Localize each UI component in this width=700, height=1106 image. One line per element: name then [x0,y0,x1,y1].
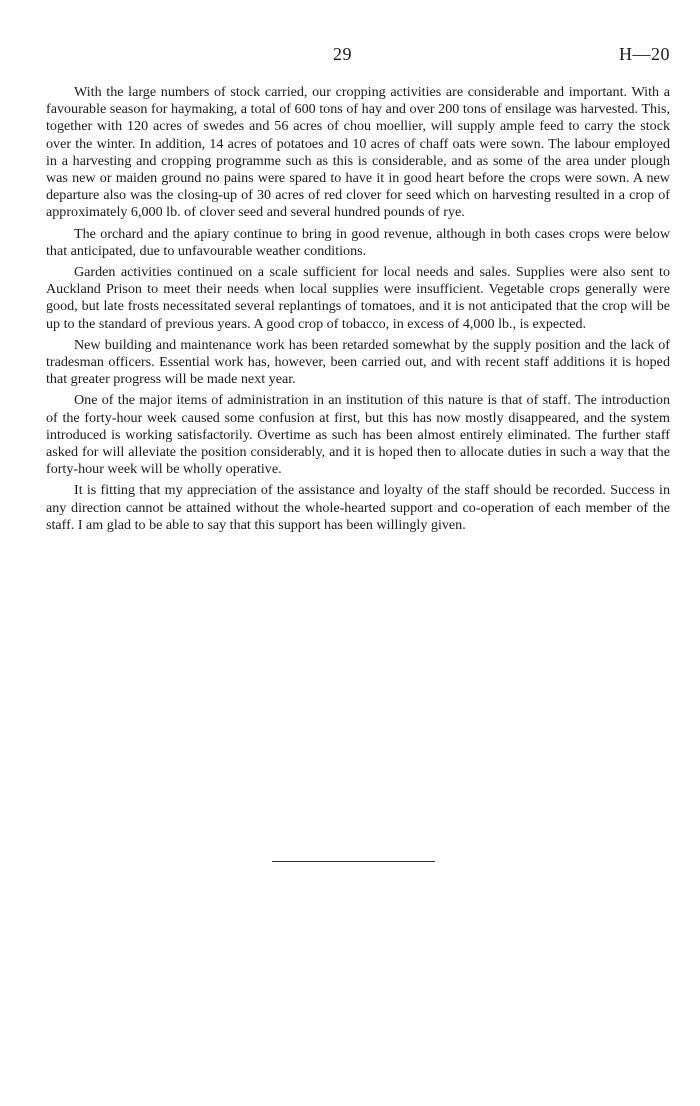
paragraph-garden: Garden activities continued on a scale sufficient for local needs and sales. Supplies were also sent to Auckland Prison to meet their needs when local supplies were insufficient. Vegetable crops generally were good, but late frosts necessitated several replantings of tomatoes, and it is not anticipated that the crop will be up to the standard of previous years. A good crop of tobacco, in excess of 4,000 lb., is expected. [46,264,670,332]
paragraph-building: New building and maintenance work has been retarded somewhat by the supply position and the lack of tradesman officers. Essential work has, however, been carried out, and with recent staff additions it is hoped that greater progress will be made next year. [46,336,670,388]
paragraph-staff: One of the major items of administration in an institution of this nature is that of staff. The introduction of the forty-hour week caused some confusion at first, but this has now mostly disappeared, and the system introduced is working satisfactorily. Overtime as such has been almost entirely eliminated. The further staff asked for will alleviate the position considerably, and it is hoped then to allocate duties in such a way that the forty-hour week will be wholly operative. [46,392,670,478]
paragraph-appreciation: It is fitting that my appreciation of the assistance and loyalty of the staff should be recorded. Success in any direction cannot be attained without the whole-hearted support and co-operation of each member of the staff. I am glad to be able to say that this support has been willingly given. [46,482,670,533]
document-reference: H—20 [619,44,670,64]
page-number: 29 [333,44,352,64]
body-text [46,84,670,538]
paragraph-cropping: With the large numbers of stock carried, our cropping activities are considerable and important. With a favourable season for haymaking, a total of 600 tons of hay and over 200 tons of ensilage was harvested. This, together with 120 acres of swedes and 56 acres of chou moellier, will supply ample feed to carry the stock over the winter. In addition, 14 acres of potatoes and 10 acres of chaff oats were sown. The labour employed in a harvesting and cropping programme such as this is considerable, and as some of the area under plough was new or maiden ground no pains were spared to have it in good heart before the crops were sown. A new departure also was the closing-up of 30 acres of red clover for seed which on harvesting resulted in a crop of approximately 6,000 lb. of clover seed and several hundred pounds of rye. [46,84,670,221]
paragraph-orchard: The orchard and the apiary continue to bring in good revenue, although in both cases crops were below that anticipated, due to unfavourable weather conditions. [46,225,670,259]
end-rule [272,861,435,862]
page-header [0,44,700,68]
